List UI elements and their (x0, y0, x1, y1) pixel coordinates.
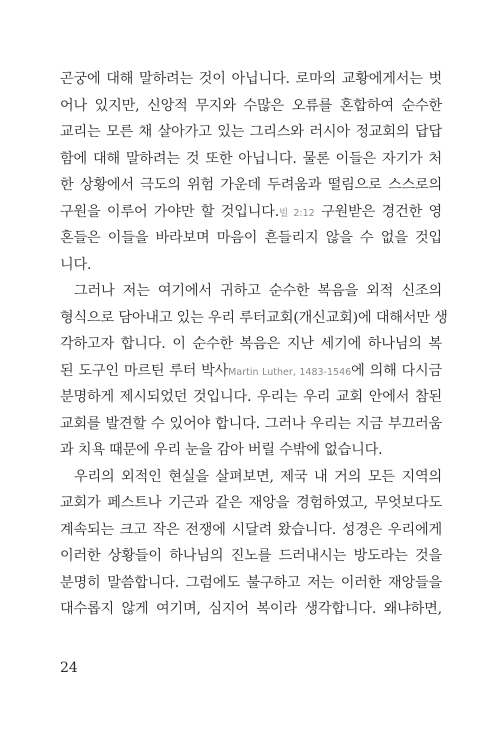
text-line: 대수롭지 않게 여기며, 심지어 복이라 생각합니다. 왜냐하면, (60, 601, 442, 617)
text-line: 혼들은 이들을 바라보며 마음이 흔들리지 않을 수 없을 것입 (60, 230, 442, 246)
text-line: 곤궁에 대해 말하려는 것이 아닙니다. 로마의 교황에게서는 벗 (60, 71, 442, 87)
page-number: 24 (60, 660, 78, 676)
text-line: 형식으로 담아내고 있는 우리 루터교회(개신교회)에 대해서만 생 (60, 309, 448, 326)
text-span: 에 의해 다시금 (351, 362, 442, 379)
body-text (60, 66, 448, 623)
text-line (60, 358, 442, 385)
text-line: 분명하게 제시되었던 것입니다. 우리는 우리 교회 안에서 참된 (60, 389, 442, 405)
text-span: 구원받은 경건한 영 (314, 203, 442, 220)
text-span: 구원을 이루어 가야만 할 것입니다. (60, 203, 280, 220)
text-line: 계속되는 크고 작은 전쟁에 시달려 왔습니다. 성경은 우리에게 (60, 521, 442, 538)
text-line: 그러나 저는 여기에서 귀하고 순수한 복음을 외적 신조의 (74, 283, 442, 299)
scripture-reference-note: 빌 2:12 (279, 207, 315, 219)
text-line: 함에 대해 말하려는 것 또한 아닙니다. 물론 이들은 자기가 처 (60, 150, 442, 167)
text-line (60, 199, 442, 226)
text-line: 분명히 말씀합니다. 그럼에도 불구하고 저는 이러한 재앙들을 (60, 574, 442, 591)
text-line: 각하고자 합니다. 이 순수한 복음은 지난 세기에 하나님의 복 (60, 336, 442, 352)
text-line: 우리의 외적인 현실을 살펴보면, 제국 내 거의 모든 지역의 (74, 468, 442, 485)
text-line: 한 상황에서 극도의 위험 가운데 두려움과 떨림으로 스스로의 (60, 177, 442, 193)
text-line: 교리는 모른 채 살아가고 있는 그리스와 러시아 정교회의 답답 (60, 124, 442, 140)
text-line: 니다. (60, 256, 92, 273)
text-line: 과 치욕 때문에 우리 눈을 감아 버릴 수밖에 없습니다. (60, 442, 383, 458)
text-line: 이러한 상황들이 하나님의 진노를 드러내시는 방도라는 것을 (60, 548, 442, 564)
text-line: 교회를 발견할 수 있어야 합니다. 그러나 우리는 지금 부끄러움 (60, 415, 442, 432)
text-line: 교회가 페스트나 기근과 같은 재앙을 경험하였고, 무엇보다도 (60, 495, 442, 511)
text-line: 어나 있지만, 신앙적 무지와 수많은 오류를 혼합하여 순수한 (60, 97, 442, 114)
name-annotation-note: Martin Luther, 1483-1546 (228, 366, 352, 378)
text-span: 된 도구인 마르틴 루터 박사 (60, 362, 229, 379)
